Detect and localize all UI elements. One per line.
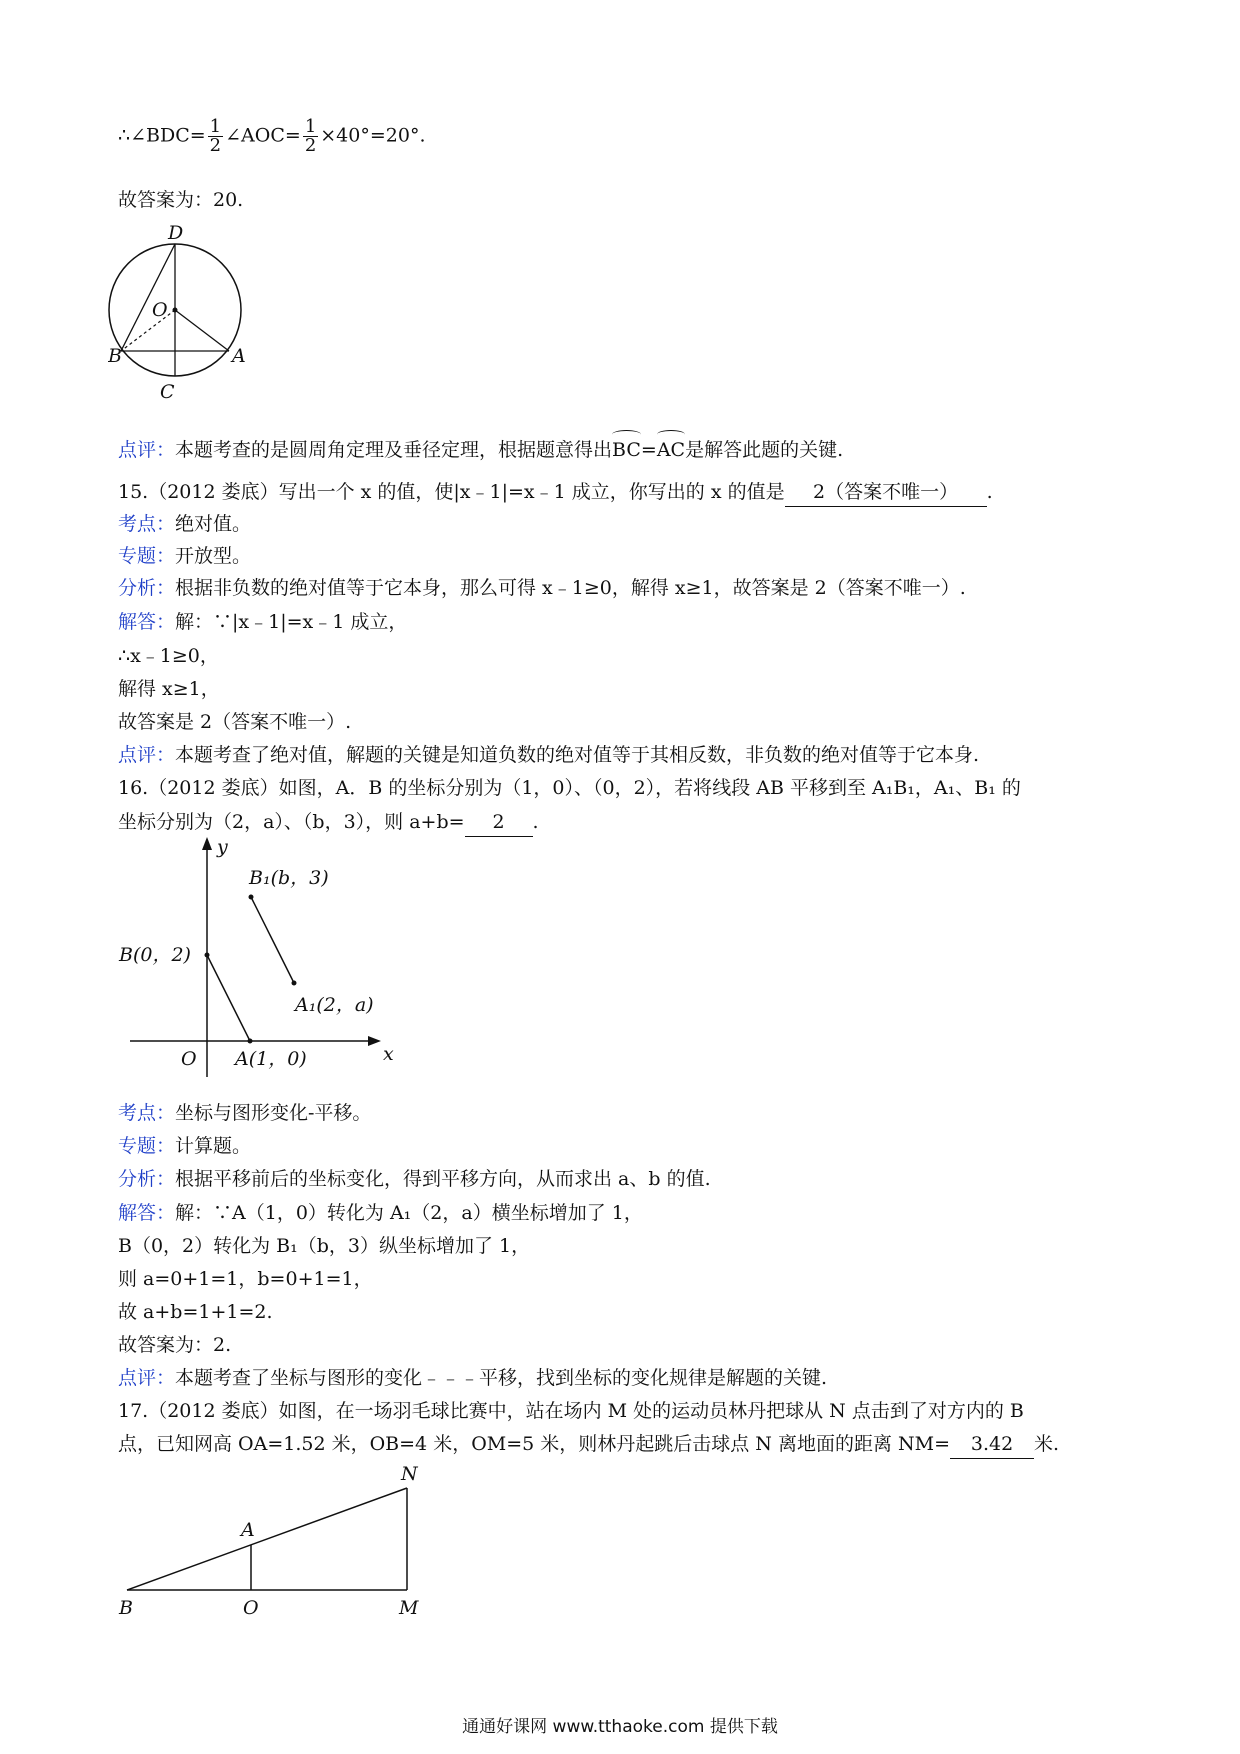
label-d: D [168, 222, 184, 244]
q16-fenxi: 分析：根据平移前后的坐标变化，得到平移方向，从而求出 a、b 的值. [118, 1168, 711, 1190]
q15-stem: 15.（2012 娄底）写出一个 x 的值，使|x﹣1|=x﹣1 成立，你写出的 x 的值是 2（答案不唯一） . [118, 478, 993, 507]
arc-ac: AC [657, 432, 685, 464]
q16-zhuanti: 专题：计算题。 [118, 1135, 252, 1157]
q16-answer: 2 [465, 808, 533, 837]
q15-jieda-line4: 故答案是 2（答案不唯一）. [118, 711, 352, 733]
label-m: M [399, 1597, 419, 1619]
q15-jieda-line3: 解得 x≥1， [118, 678, 220, 700]
calc-text: ×40°=20°. [320, 124, 426, 147]
label-y-axis: y [217, 836, 228, 858]
arc-bc: BC [612, 432, 641, 464]
label-x-axis: x [383, 1043, 394, 1065]
badminton-figure [115, 1462, 435, 1632]
circle-figure [108, 220, 258, 400]
q15-zhuanti: 专题：开放型。 [118, 545, 252, 567]
q16-dianping: 点评：本题考查了坐标与图形的变化﹣﹣﹣平移，找到坐标的变化规律是解题的关键. [118, 1367, 828, 1389]
q17-stem-line1: 17.（2012 娄底）如图，在一场羽毛球比赛中，站在场内 M 处的运动员林丹把球从 N 点击到了对方内的 B [118, 1400, 1024, 1422]
coordinate-figure [115, 835, 405, 1085]
label-b1: B₁(b，3) [249, 867, 329, 889]
label-n: N [401, 1463, 418, 1485]
q17-stem-line2: 点，已知网高 OA=1.52 米，OB=4 米，OM=5 米，则林丹起跳后击球点 N 离地面的距离 NM= 3.42 米. [118, 1430, 1059, 1459]
calc-line [118, 118, 426, 155]
q16-jieda-line5: 故答案为：2. [118, 1334, 232, 1356]
label-o: O [243, 1597, 259, 1619]
q17-answer: 3.42 [950, 1430, 1034, 1459]
q16-stem-line1: 16.（2012 娄底）如图，A．B 的坐标分别为（1，0）、（0，2），若将线段 AB 平移到至 A₁B₁，A₁、B₁ 的 [118, 777, 1021, 799]
q15-fenxi: 分析：根据非负数的绝对值等于它本身，那么可得 x﹣1≥0，解得 x≥1，故答案是 2（答案不唯一）. [118, 577, 966, 599]
answer-line: 故答案为：20. [118, 189, 244, 211]
q16-stem-line2: 坐标分别为（2，a）、（b，3），则 a+b= 2 . [118, 808, 539, 837]
label-origin: O [181, 1048, 197, 1070]
label-o: O [152, 299, 168, 321]
calc-text: ∴∠BDC= [118, 124, 206, 147]
label-b: B [119, 1597, 133, 1619]
q16-jieda: 解答：解：∵A（1，0）转化为 A₁（2，a）横坐标增加了 1， [118, 1202, 643, 1224]
q15-answer: 2（答案不唯一） [785, 478, 987, 507]
label-a: A [232, 345, 246, 367]
label-a: A(1，0) [235, 1048, 307, 1070]
label-a: A [241, 1519, 255, 1541]
q16-jieda-line3: 则 a=0+1=1，b=0+1=1， [118, 1268, 373, 1290]
label-a1: A₁(2，a) [295, 994, 374, 1016]
review-line: 点评：本题考查的是圆周角定理及垂径定理，根据题意得出BC=AC是解答此题的关键. [118, 432, 843, 464]
q16-kaodian: 考点：坐标与图形变化-平移。 [118, 1102, 372, 1124]
q16-jieda-line4: 故 a+b=1+1=2. [118, 1301, 273, 1323]
q15-jieda-line2: ∴x﹣1≥0， [118, 645, 219, 667]
q15-kaodian: 考点：绝对值。 [118, 513, 252, 535]
q15-jieda: 解答：解：∵|x﹣1|=x﹣1 成立， [118, 611, 408, 633]
calc-text: ∠AOC= [225, 124, 301, 147]
fraction: $\frac{1}{2}$ [209, 116, 222, 156]
label-b: B(0，2) [119, 944, 191, 966]
q16-jieda-line2: B（0，2）转化为 B₁（b，3）纵坐标增加了 1， [118, 1235, 531, 1257]
q15-dianping: 点评：本题考查了绝对值，解题的关键是知道负数的绝对值等于其相反数，非负数的绝对值等于它本身. [118, 744, 980, 766]
label-b: B [108, 345, 122, 367]
label-c: C [160, 381, 175, 400]
fraction: $\frac{1}{2}$ [304, 116, 317, 156]
page-footer: 通通好课网 www.tthaoke.com 提供下载 [462, 1717, 778, 1737]
